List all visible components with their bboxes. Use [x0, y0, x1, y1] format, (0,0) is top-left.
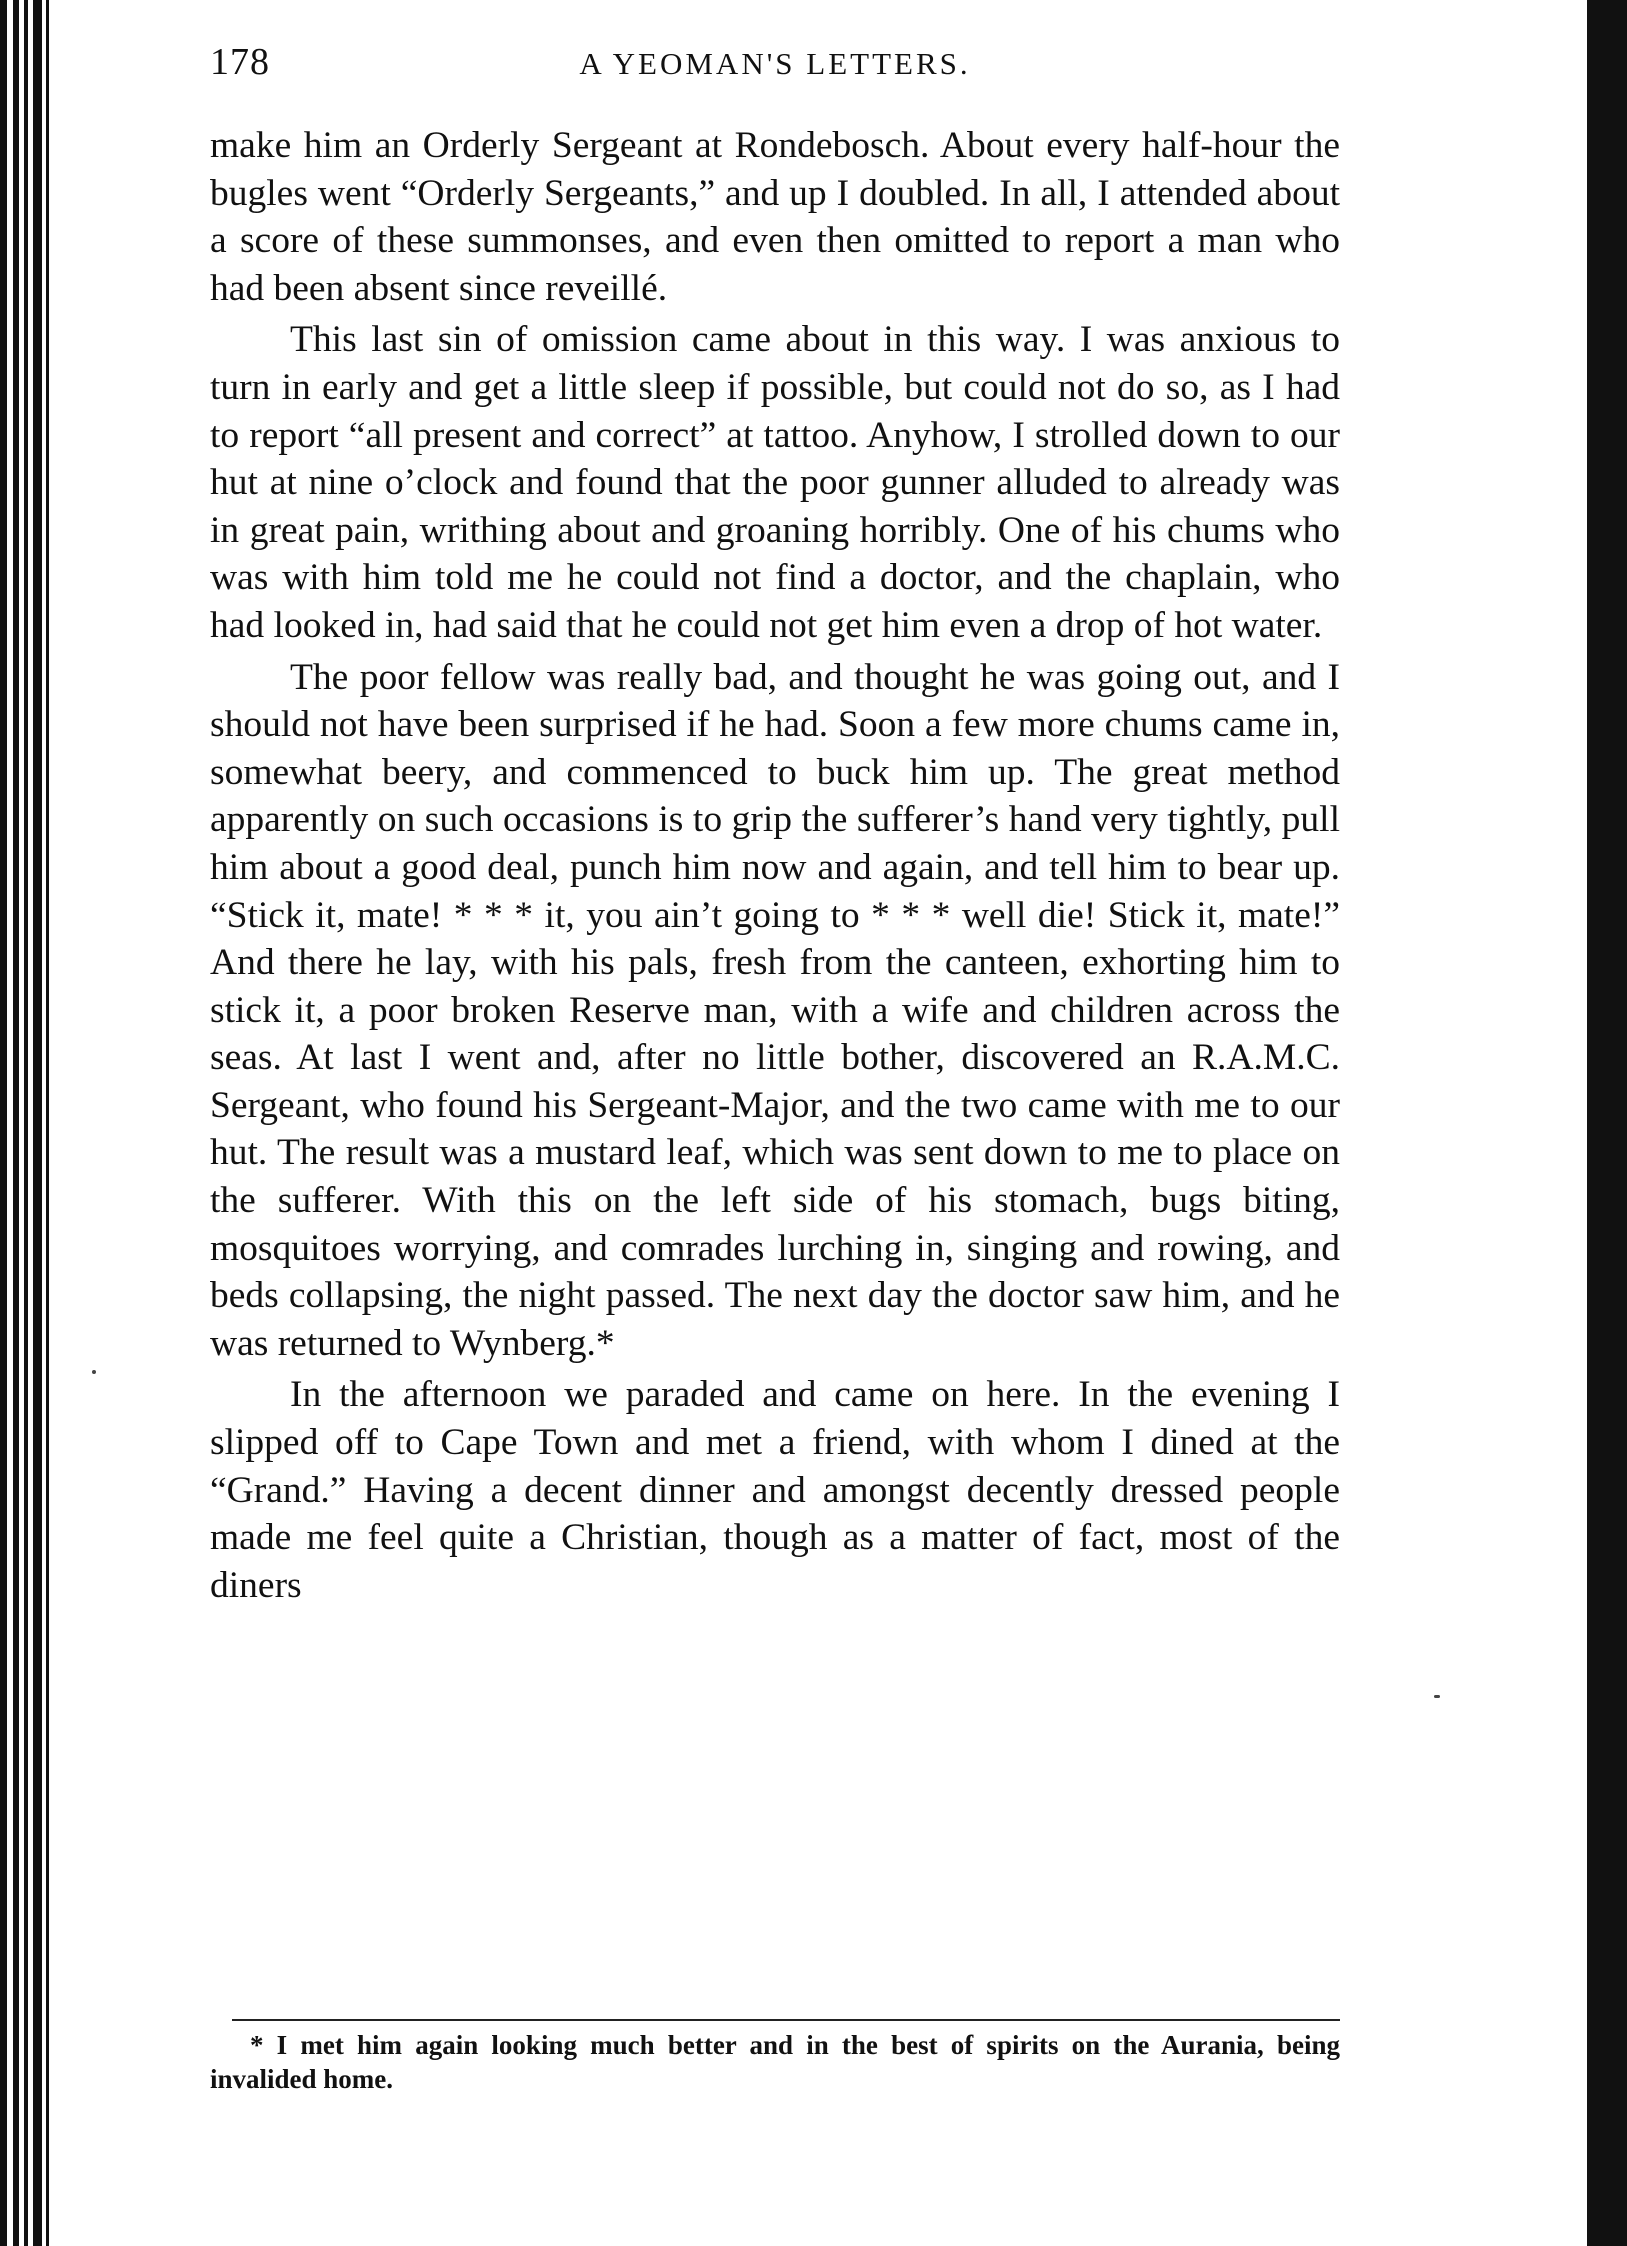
paragraph-4: In the afternoon we paraded and came on here. In the evening I slipped off to Cape Town and met a friend, with whom I dined at the “Grand.” Having a decent dinner and amongst decently dressed people made me feel quite a Christian, though as a matter of fact, most of the diners [210, 1374, 1340, 1606]
scan-speck [1434, 1695, 1440, 1698]
scan-speck [92, 1370, 96, 1374]
page-header [210, 40, 1340, 100]
scan-edge-right [1587, 0, 1627, 2246]
paragraph-1: make him an Orderly Sergeant at Rondebosch. About every half-hour the bugles went “Orderly Sergeants,” and up I doubled. In all, I attended about a score of these summonses, and even then omitted to report a man who had been absent since reveillé. [210, 125, 1340, 309]
paragraph-3: The poor fellow was really bad, and thought he was going out, and I should not have been surprised if he had. Soon a few more chums came in, somewhat beery, and commenced to buck him up. The great method apparently on such occasions is to grip the sufferer’s hand very tightly, pull him about a good deal, punch him now and again, and tell him to bear up. “Stick it, mate! * * * it, you ain’t going to * * * well die! Stick it, mate!” And there he lay, with his pals, fresh from the canteen, exhorting him to stick it, a poor broken Reserve man, with a wife and children across the seas. At last I went and, after no little bother, discovered an R.A.M.C. Sergeant, who found his Sergeant-Major, and the two came with me to our hut. The result was a mustard leaf, which was sent down to me to place on the sufferer. With this on the left side of his stomach, bugs biting, mosquitoes worrying, and comrades lurching in, singing and rowing, and beds collapsing, the night passed. The next day the doctor saw him, and he was returned to Wynberg.* [210, 656, 1340, 1364]
body-text [210, 122, 1340, 1609]
page-number: 178 [210, 41, 270, 83]
paragraph-2: This last sin of omission came about in this way. I was anxious to turn in early and get a little sleep if possible, but could not do so, as I had to report “all present and correct” at tattoo. Anyhow, I strolled down to our hut at nine o’clock and found that the poor gunner alluded to already was in great pain, writhing about and groaning horribly. One of his chums who was with him told me he could not find a doctor, and the chaplain, who had looked in, had said that he could not get him even a drop of hot water. [210, 319, 1340, 646]
footnote-rule [232, 2019, 1340, 2021]
footnote: * I met him again looking much better and in the best of spirits on the Aurania, being invalided home. [210, 2030, 1340, 2094]
running-head: A YEOMAN'S LETTERS. [579, 46, 971, 81]
scan-edge-left [0, 0, 52, 2246]
